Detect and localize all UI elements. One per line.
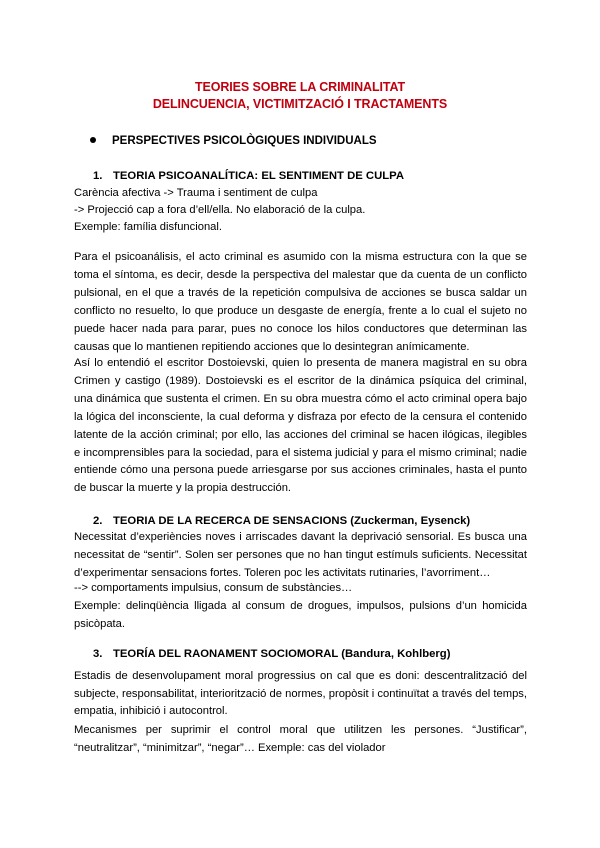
theory1-line-1: Carència afectiva -> Trauma i sentiment de culpa — [74, 187, 318, 199]
theory3-number: 3. — [93, 648, 103, 660]
theory2-paragraph: Necessitat d’experiències noves i arriscades davant la deprivació sensorial. Es busca una necessitat de “sentir”. Solen ser persones que no han tingut estímuls suficients. Necessitat d’experimentar sensacions fortes. Toleren poc les activitats rutinaries, l’avorriment… — [74, 531, 527, 579]
theory2-heading — [93, 515, 470, 527]
theory2-heading-text: TEORIA DE LA RECERCA DE SENSACIONS — [113, 515, 348, 527]
theory3-paragraph-2: Mecanismes per suprimir el control moral que utilitzen les persones. “Justificar”, “neutralitzar”, “minimitzar”, “negar”… Exemple: cas del violador — [74, 724, 527, 754]
theory2-number: 2. — [93, 515, 103, 527]
theory1-paragraph-2: Así lo entendió el escritor Dostoievski, quien lo presenta de manera magistral en su obra Crimen y castigo (1989). Dostoievski es el escritor de la dinámica psíquica del criminal, una dinámica que sustenta el crimen. En su obra muestra cómo el acto criminal opera bajo la lógica del inconsciente, la cual deforma y disfraza por efecto de la censura el contenido latente de la acción criminal; por ello, las acciones del criminal se hacen ilógicas, ilegibles e incomprensibles para la sociedad, para el sistema judicial y para el mismo criminal; nadie entiende cómo una persona puede arriesgarse por sus acciones criminales, hasta el punto de buscar la muerte y la propia destrucción. — [74, 357, 527, 495]
theory1-number: 1. — [93, 170, 103, 182]
theory1-heading — [93, 170, 404, 182]
theory1-line-3: Exemple: família disfuncional. — [74, 221, 222, 233]
theory3-heading — [93, 648, 450, 660]
theory1-heading-text: TEORIA PSICOANALÍTICA: EL SENTIMENT DE CULPA — [113, 170, 405, 182]
theory2-example: Exemple: delinqüència lligada al consum de drogues, impulsos, pulsions d’un homicida psicòpata. — [74, 600, 527, 630]
theory3-authors: (Bandura, Kohlberg) — [341, 648, 451, 660]
theory3-paragraph-1: Estadis de desenvolupament moral progressius on cal que es doni: descentralització del subjecte, responsabilitat, interiorització de normes, propòsit i continuïtat a través del temps, empatia, inhibició i autocontrol. — [74, 670, 527, 717]
document-title: TEORIES SOBRE LA CRIMINALITAT — [194, 80, 406, 94]
document-subtitle: DELINCUENCIA, VICTIMITZACIÓ I TRACTAMENTS — [152, 97, 448, 111]
theory1-line-2: -> Projecció cap a fora d’ell/ella. No elaboració de la culpa. — [74, 204, 366, 216]
bullet-icon — [90, 137, 96, 143]
theory2-line: --> comportaments impulsius, consum de substàncies… — [74, 582, 353, 594]
section-heading-text: PERSPECTIVES PSICOLÒGIQUES INDIVIDUALS — [112, 135, 377, 147]
theory3-heading-text: TEORÍA DEL RAONAMENT SOCIOMORAL — [113, 648, 339, 660]
section-heading — [90, 135, 377, 147]
theory2-authors: (Zuckerman, Eysenck) — [350, 515, 471, 527]
theory1-paragraph-1: Para el psicoanálisis, el acto criminal es asumido con la misma estructura con la que se toma el síntoma, es decir, desde la perspectiva del malestar que da cuenta de un conflicto pulsional, en el que a través de la repetición compulsiva de acciones se busca saldar un conflicto no resuelto, lo que produce un desgaste de energía, frente a lo cual el sujeto no puede hacer nada para parar, pues no conoce los hilos conductores que determinan las causas que lo mantienen repitiendo acciones que lo desintegran anímicamente. — [74, 251, 527, 353]
